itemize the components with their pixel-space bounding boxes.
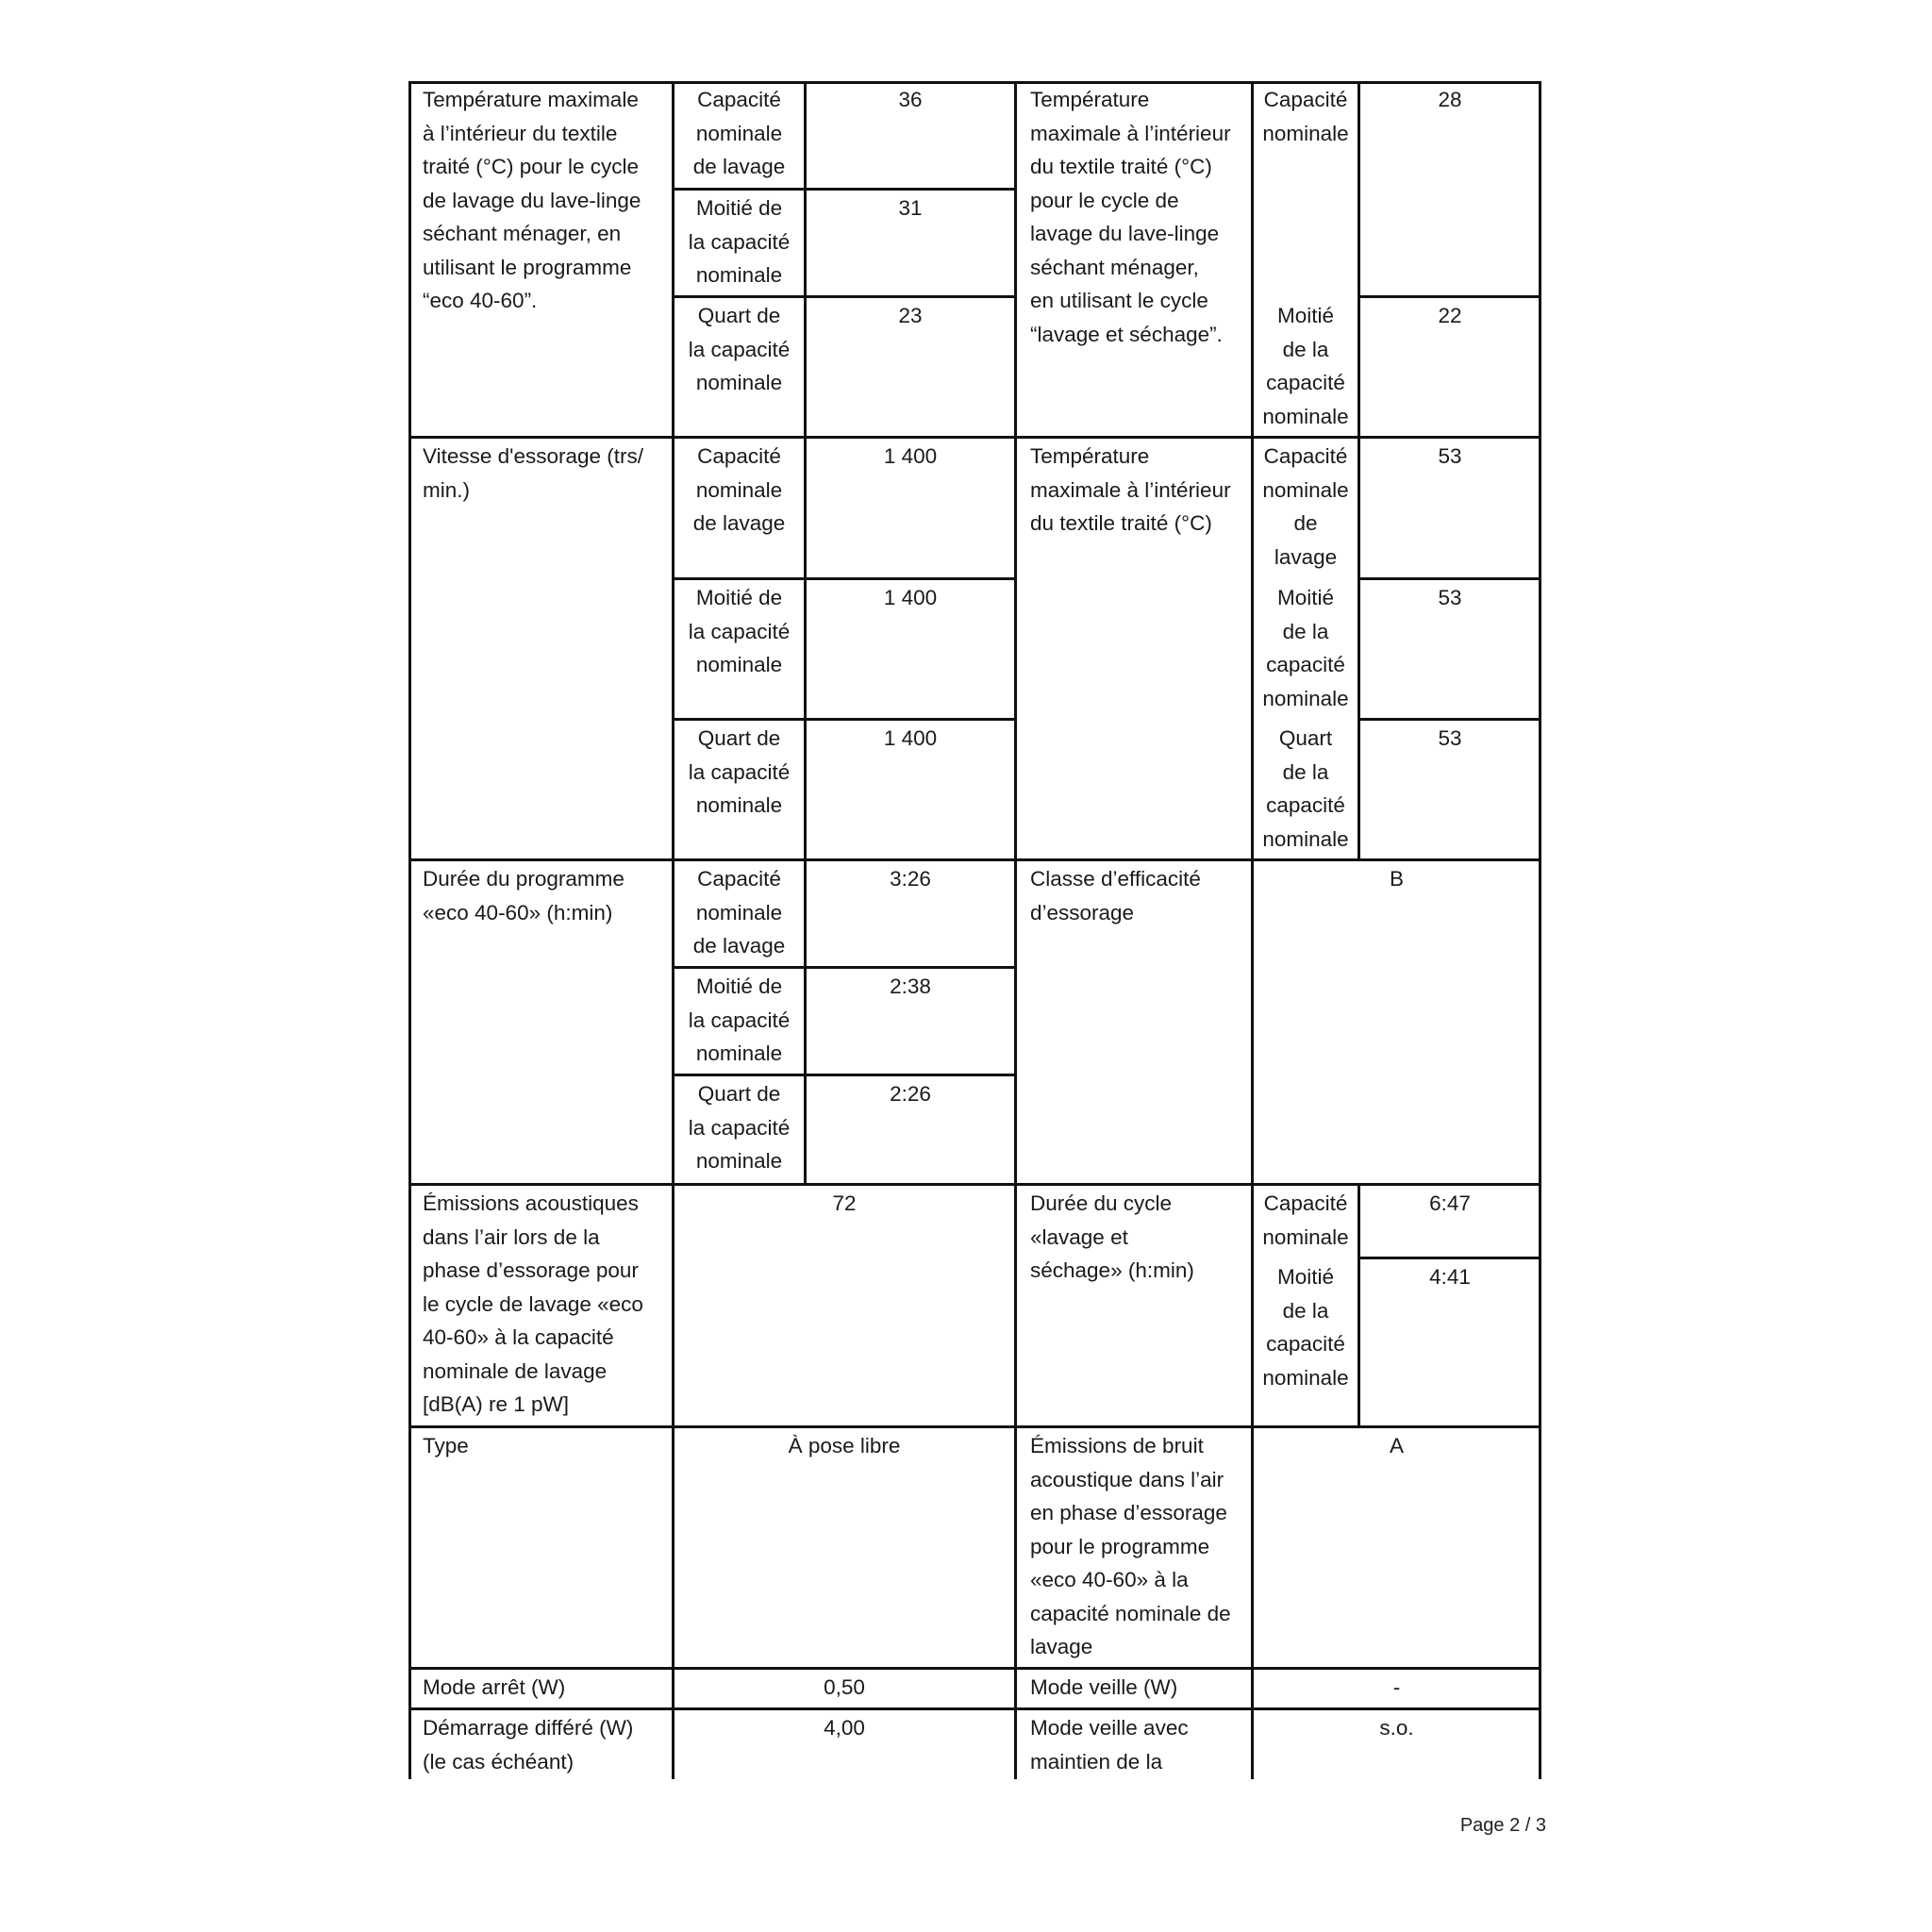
row6-right-value: - — [1392, 1675, 1401, 1699]
row1-left-label: Température maximale à l’intérieur du textile traité (°C) pour le cycle de lavage du lave-linge séchant ménager, en utilisant le programme “eco 40-60”. — [423, 88, 641, 312]
grid-line — [1357, 295, 1541, 298]
row7-right-value: s.o. — [1379, 1716, 1414, 1740]
grid-line — [1357, 718, 1541, 721]
row3-left-sub-value-1: 3:26 — [890, 867, 931, 891]
row1-right-sub-label-2: Moitié de la capacité nominale — [1262, 304, 1349, 428]
row7-left-value: 4,00 — [824, 1716, 865, 1740]
row2-right-sub-label-3: Quart de la capacité nominale — [1262, 726, 1349, 851]
grid-line — [672, 81, 675, 1779]
row1-right-label: Température maximale à l’intérieur du textile traité (°C) pour le cycle de lavage du lave-linge séchant ménager, en utilisant le cycle “lavage et séchage”. — [1030, 88, 1231, 346]
row3-left-sub-value-2: 2:38 — [890, 974, 931, 998]
row1-left-sub-label-1: Capacité nominale de lavage — [692, 88, 786, 178]
row2-right-sub-value-1: 53 — [1438, 444, 1462, 468]
grid-line — [672, 718, 1017, 721]
grid-line — [408, 1707, 1541, 1710]
grid-line — [1539, 81, 1541, 1779]
row3-right-value: B — [1389, 867, 1404, 891]
grid-line — [408, 1425, 1541, 1428]
spec-table — [408, 81, 1541, 1779]
row3-right-label: Classe d’efficacité d’essorage — [1030, 867, 1201, 924]
row1-right-sub-label-1: Capacité nominale — [1262, 88, 1349, 145]
grid-line — [672, 577, 1017, 580]
row6-left-value: 0,50 — [824, 1675, 865, 1699]
row2-left-sub-value-3: 1 400 — [883, 726, 938, 750]
grid-line — [1357, 1257, 1541, 1259]
row4-right-sub-value-1: 6:47 — [1429, 1191, 1471, 1215]
row1-left-sub-value-1: 36 — [898, 88, 923, 111]
grid-line — [1357, 577, 1541, 580]
grid-line — [408, 1667, 1541, 1670]
grid-line — [1014, 81, 1017, 1779]
row2-left-sub-label-1: Capacité nominale de lavage — [692, 444, 786, 535]
row4-left-label: Émissions acoustiques dans l’air lors de la phase d’essorage pour le cycle de lavage «eco 40-60» à la capacité nominale de lavage [dB(A) re 1 pW] — [423, 1191, 643, 1416]
row1-right-sub-value-1: 28 — [1438, 88, 1462, 111]
grid-line — [408, 858, 1541, 861]
row2-left-sub-label-2: Moitié de la capacité nominale — [688, 586, 791, 676]
row2-left-sub-label-3: Quart de la capacité nominale — [688, 726, 791, 817]
grid-line — [672, 188, 1017, 191]
row4-right-sub-label-2: Moitié de la capacité nominale — [1262, 1265, 1349, 1390]
row4-right-sub-label-1: Capacité nominale — [1262, 1191, 1349, 1249]
grid-line — [1357, 1183, 1360, 1426]
row3-left-label: Durée du programme «eco 40-60» (h:min) — [423, 867, 625, 924]
grid-line — [672, 1074, 1017, 1076]
row5-left-value: À pose libre — [788, 1434, 901, 1457]
grid-line — [408, 81, 1541, 84]
row5-left-label: Type — [423, 1434, 469, 1457]
row2-right-sub-value-2: 53 — [1438, 586, 1462, 609]
row2-left-sub-value-2: 1 400 — [883, 586, 938, 609]
row6-right-label: Mode veille (W) — [1030, 1675, 1178, 1699]
row5-right-label: Émissions de bruit acoustique dans l’air en phase d’essorage pour le programme «eco 40-60» à la capacité nominale de lavage — [1030, 1434, 1231, 1658]
row4-right-label: Durée du cycle «lavage et séchage» (h:min) — [1030, 1191, 1194, 1282]
row3-left-sub-label-1: Capacité nominale de lavage — [692, 867, 786, 958]
row1-left-sub-value-3: 23 — [898, 304, 923, 327]
row1-left-sub-value-2: 31 — [898, 196, 923, 220]
row2-right-sub-label-1: Capacité nominale de lavage — [1262, 444, 1349, 569]
row3-left-sub-label-3: Quart de la capacité nominale — [688, 1082, 791, 1173]
row2-left-sub-value-1: 1 400 — [883, 444, 938, 468]
page-number: Page 2 / 3 — [1459, 1815, 1546, 1836]
row2-right-sub-label-2: Moitié de la capacité nominale — [1262, 586, 1349, 710]
row4-right-sub-value-2: 4:41 — [1429, 1265, 1471, 1289]
grid-line — [408, 81, 411, 1779]
row7-left-label: Démarrage différé (W) (le cas échéant) — [423, 1716, 634, 1774]
row5-right-value: A — [1389, 1434, 1404, 1457]
grid-line — [672, 295, 1017, 298]
grid-line — [1357, 81, 1360, 858]
grid-line — [804, 81, 807, 1183]
grid-line — [1251, 81, 1254, 1779]
row4-left-value: 72 — [832, 1191, 857, 1215]
row1-right-sub-value-2: 22 — [1438, 304, 1462, 327]
row2-right-label: Température maximale à l’intérieur du textile traité (°C) — [1030, 444, 1231, 535]
row3-left-sub-value-3: 2:26 — [890, 1082, 931, 1106]
grid-line — [672, 966, 1017, 969]
row3-left-sub-label-2: Moitié de la capacité nominale — [688, 974, 791, 1065]
row6-left-label: Mode arrêt (W) — [423, 1675, 566, 1699]
row1-left-sub-label-2: Moitié de la capacité nominale — [688, 196, 791, 287]
row1-left-sub-label-3: Quart de la capacité nominale — [688, 304, 791, 394]
row2-right-sub-value-3: 53 — [1438, 726, 1462, 750]
grid-line — [408, 1183, 1541, 1186]
grid-line — [408, 436, 1541, 439]
row2-left-label: Vitesse d'essorage (trs/ min.) — [423, 444, 643, 502]
row7-right-label: Mode veille avec maintien de la — [1030, 1716, 1189, 1774]
